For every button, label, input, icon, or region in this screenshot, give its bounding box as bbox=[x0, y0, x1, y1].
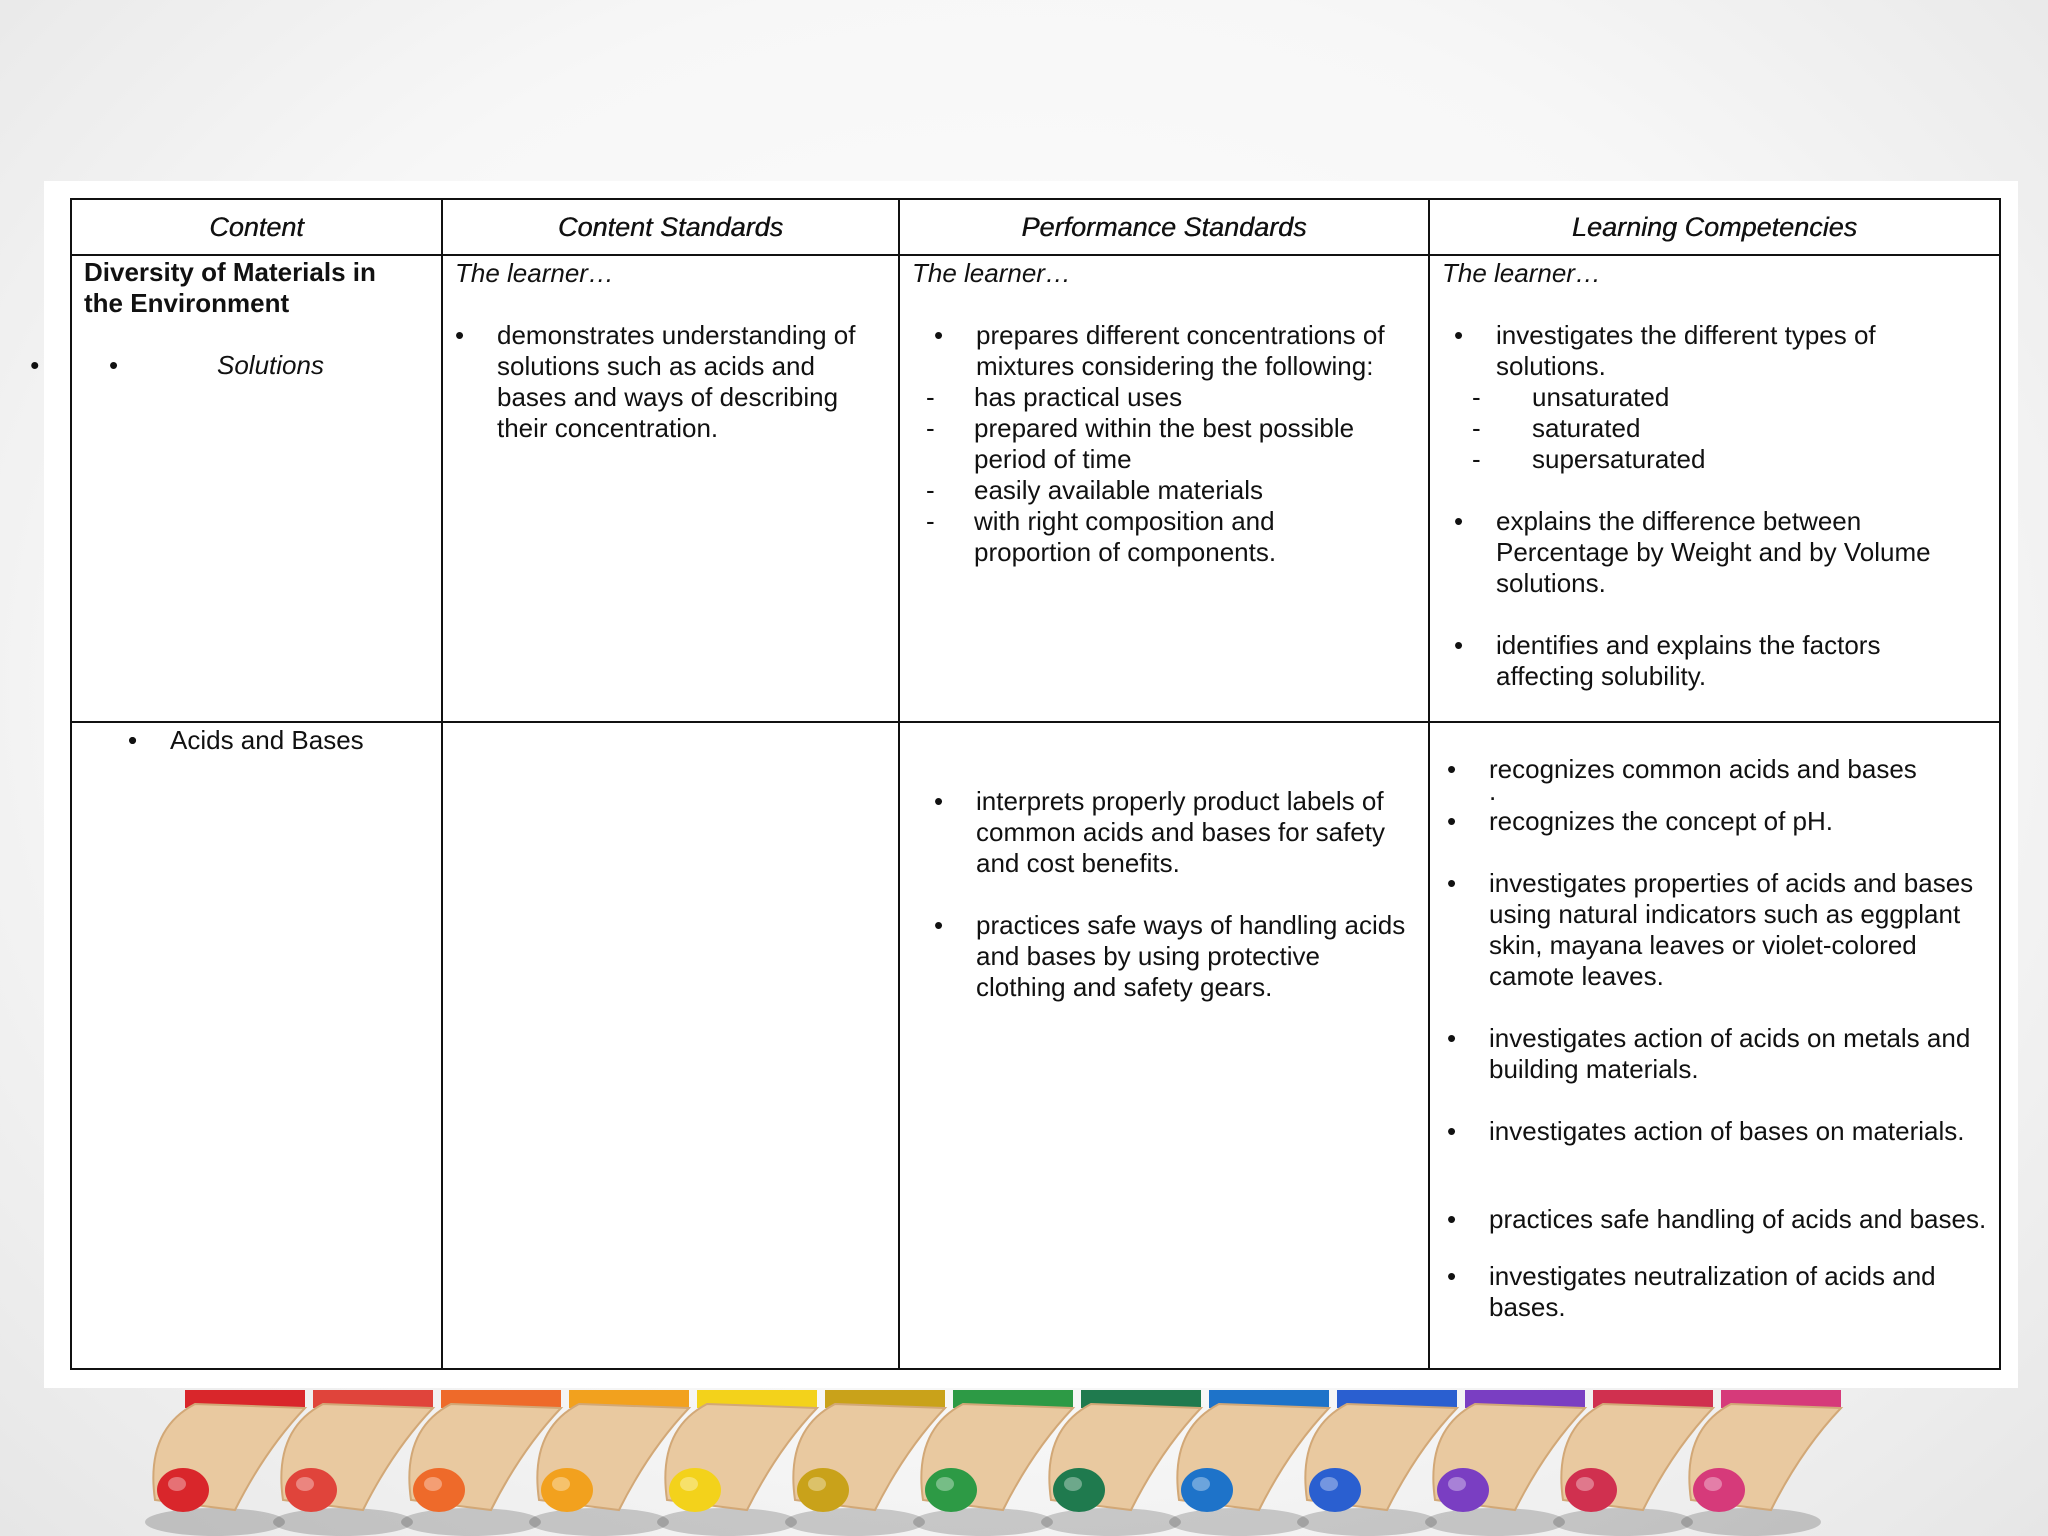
cell-content bbox=[71, 722, 442, 1369]
header-row bbox=[71, 199, 2000, 255]
curriculum-table bbox=[70, 198, 2001, 1370]
list-item: • practices safe handling of acids and bases. bbox=[1489, 1204, 1989, 1235]
dash-item: - saturated bbox=[1496, 413, 1966, 444]
document-sheet bbox=[44, 181, 2018, 1388]
list-item: . bbox=[1489, 776, 1497, 806]
list-item: • • Solutions bbox=[72, 350, 441, 381]
cell-content-standard bbox=[442, 722, 899, 1369]
list-item: • explains the difference between Percentage by Weight and by Volume solutions. bbox=[1496, 506, 1966, 599]
dash-item: - with right composition and proportion of components. bbox=[950, 506, 1392, 568]
list-item: • recognizes common acids and bases bbox=[1489, 754, 1989, 785]
dash-item: - has practical uses bbox=[950, 382, 1392, 413]
cell-content-standard bbox=[442, 255, 899, 722]
list-item: • investigates neutralization of acids and bases. bbox=[1489, 1261, 1989, 1323]
list-item: • interprets properly product labels of common acids and bases for safety and cost benefits. bbox=[976, 786, 1416, 879]
list-item: • identifies and explains the factors affecting solubility. bbox=[1496, 630, 1966, 692]
colored-pencils-image bbox=[0, 1390, 2048, 1536]
table-row bbox=[71, 255, 2000, 722]
lead-text: The learner… bbox=[912, 258, 1071, 288]
list-item: • demonstrates understanding of solutions such as acids and bases and ways of describing their concentration. bbox=[497, 320, 887, 444]
lead-text: The learner… bbox=[1442, 258, 1601, 288]
list-item: • prepares different concentrations of mixtures considering the following: - has practical uses - prepared within the best possible period of time - easily available materials - with right composition and proportion of components. bbox=[976, 320, 1416, 568]
cell-learning-competency bbox=[1429, 255, 2000, 722]
list-item: • investigates properties of acids and bases using natural indicators such as eggplant skin, mayana leaves or violet-colored camote leaves. bbox=[1489, 868, 1989, 992]
dash-item: - prepared within the best possible period of time bbox=[950, 413, 1392, 475]
list-item: • investigates action of acids on metals and building materials. bbox=[1489, 1023, 1989, 1085]
dash-item: - supersaturated bbox=[1496, 444, 1966, 475]
list-item: • practices safe ways of handling acids and bases by using protective clothing and safety gears. bbox=[976, 910, 1416, 1003]
list-item: • investigates the different types of solutions. - unsaturated - saturated - supersaturated bbox=[1496, 320, 1966, 475]
header-content: Content bbox=[71, 199, 442, 255]
pencil-icon bbox=[145, 1390, 305, 1536]
dash-item: - easily available materials bbox=[950, 475, 1392, 506]
cell-performance-standard bbox=[899, 722, 1429, 1369]
list-item: • recognizes the concept of pH. bbox=[1489, 806, 1989, 837]
cell-performance-standard bbox=[899, 255, 1429, 722]
list-item: • • Acids and Bases bbox=[170, 725, 441, 756]
list-item: • investigates action of bases on materials. bbox=[1489, 1116, 1989, 1147]
header-content-standards: Content Standards bbox=[442, 199, 899, 255]
header-performance-standards: Performance Standards bbox=[899, 199, 1429, 255]
cell-content bbox=[71, 255, 442, 722]
header-learning-competencies: Learning Competencies bbox=[1429, 199, 2000, 255]
content-title: Diversity of Materials in the Environment bbox=[84, 257, 376, 318]
lead-text: The learner… bbox=[455, 258, 614, 288]
cell-learning-competency bbox=[1429, 722, 2000, 1369]
dash-item: - unsaturated bbox=[1496, 382, 1966, 413]
table-row bbox=[71, 722, 2000, 1369]
